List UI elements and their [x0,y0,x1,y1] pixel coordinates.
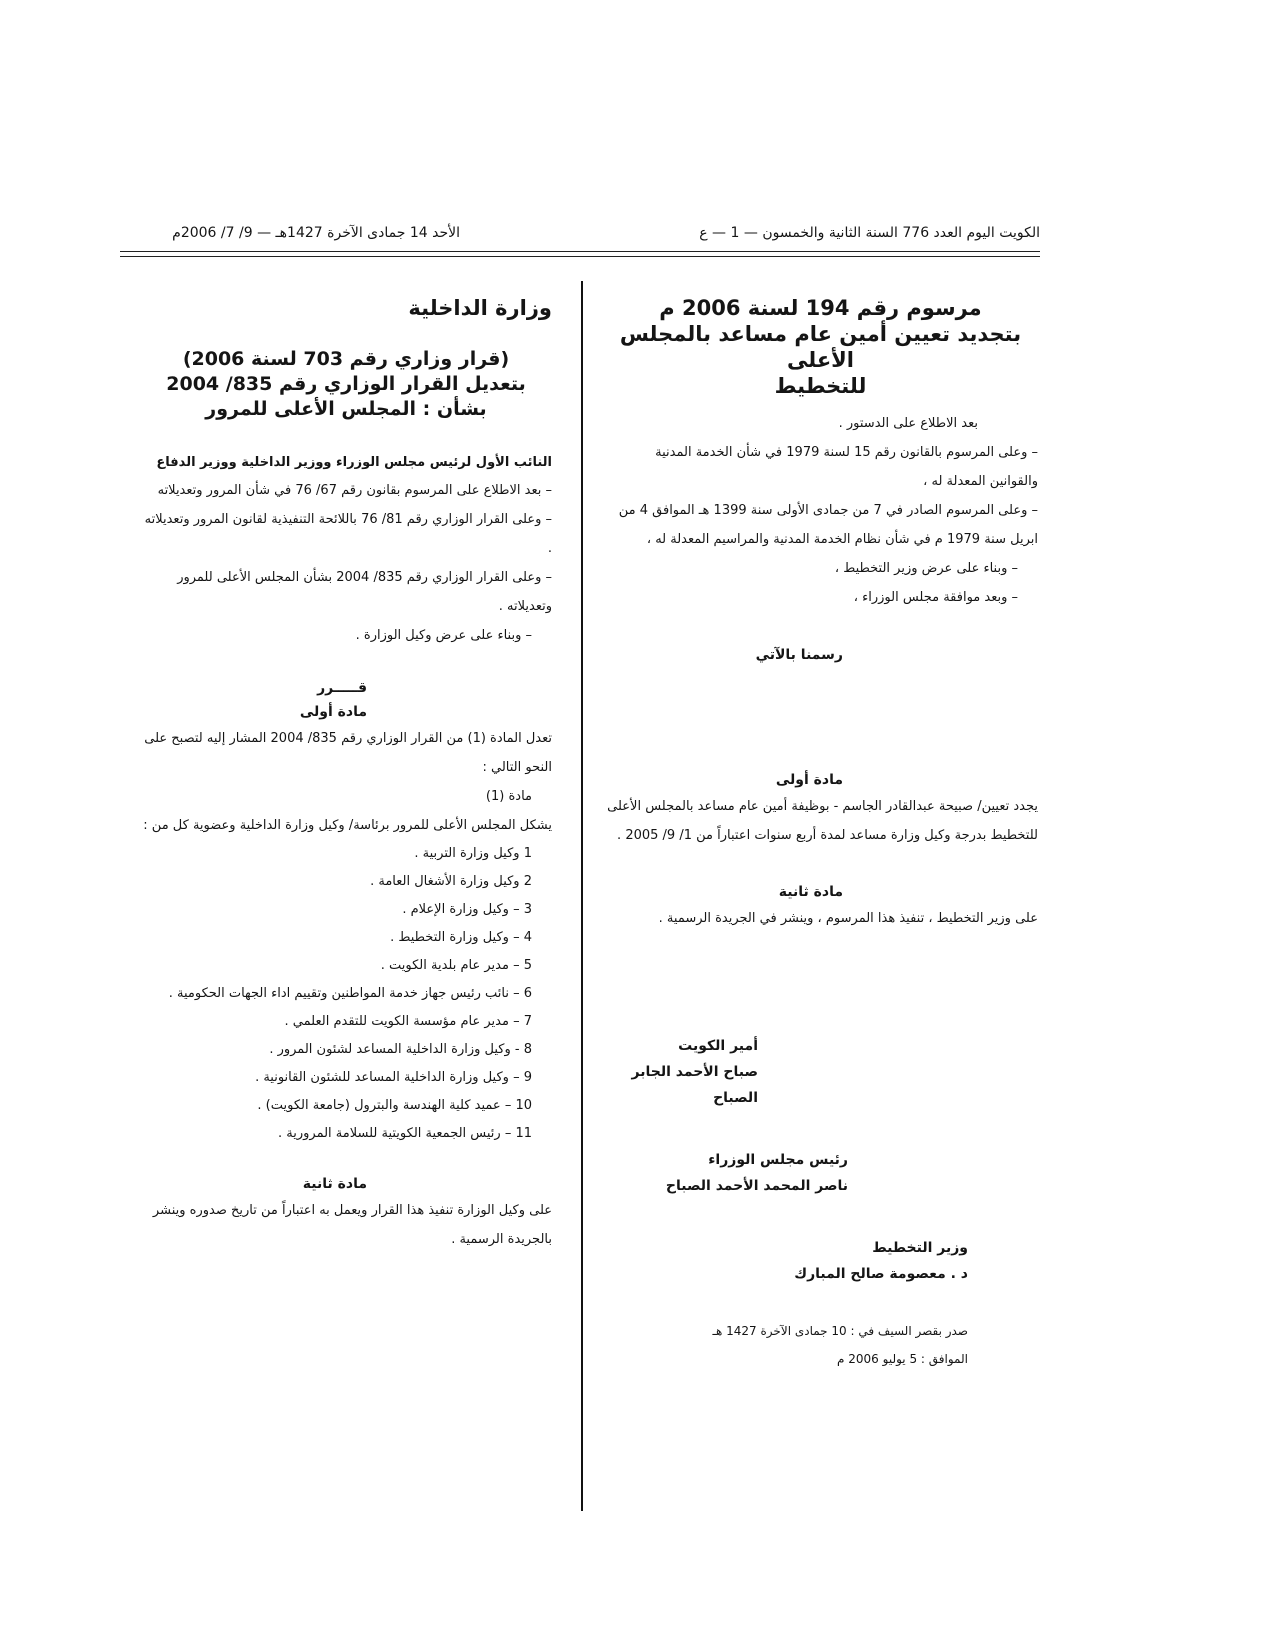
decree-column [603,295,1038,1373]
signature-minister [603,1235,1038,1287]
signature-title: أمير الكويت [678,1038,758,1054]
signature-name: صباح الأحمد الجابر الصباح [631,1064,758,1106]
decision-title-block [140,347,552,422]
decree-title: مرسوم رقم 194 لسنة 2006 م [659,296,982,320]
list-item: 7 – مدير عام مؤسسة الكويت للتقدم العلمي . [284,1014,532,1029]
decree-title-block [603,295,1038,399]
signature-name: د . معصومة صالح المبارك [794,1266,968,1282]
list-item: 5 – مدير عام بلدية الكويت . [380,958,532,973]
council-members-list [140,840,552,1148]
article1-heading: مادة أولى [775,772,843,788]
article1-intro: تعدل المادة (1) من القرار الوزاري رقم 835/ 2004 المشار إليه لتصبح على النحو التالي : [144,731,552,775]
column-divider [581,281,583,1511]
preamble-line: – وبناء على عرض وزير التخطيط ، [834,561,1018,576]
issued-place-date: صدر بقصر السيف في : 10 جمادى الآخرة 1427 هـ [712,1324,968,1338]
list-item: 6 – نائب رئيس جهاز خدمة المواطنين وتقييم اداء الجهات الحكومية . [168,986,532,1001]
ministry-name: وزارة الداخلية [408,296,552,320]
decision-subject: بتعديل القرار الوزاري رقم 835/ 2004 [166,373,526,395]
decided-line: قـــــرر [317,680,367,696]
article2-heading: مادة ثانية [778,884,843,900]
preamble-line: بعد الاطلاع على الدستور . [838,416,978,431]
article2-text: على وزير التخطيط ، تنفيذ هذا المرسوم ، وينشر في الجريدة الرسمية . [658,911,1038,926]
decree-subject-cont: للتخطيط [774,374,867,398]
header-date: الأحد 14 جمادى الآخرة 1427هـ — 9/ 7/ 2006م [172,225,460,241]
preamble-line: – وعلى القرار الوزاري رقم 81/ 76 باللائحة التنفيذية لقانون المرور وتعديلاته . [144,512,552,556]
decreed-line: رسمنا بالآتي [755,647,843,663]
preamble-line: – بعد الاطلاع على المرسوم بقانون رقم 67/ 76 في شأن المرور وتعديلاته [157,483,552,498]
article2-text: على وكيل الوزارة تنفيذ هذا القرار ويعمل به اعتباراً من تاريخ صدوره وينشر بالجريدة الرسمية . [152,1203,552,1247]
signature-emir [603,1033,1038,1111]
list-item: 8 - وكيل وزارة الداخلية المساعد لشئون المرور . [269,1042,532,1057]
header-rule-bottom [120,256,1040,257]
preamble-line: – وبناء على عرض وكيل الوزارة . [355,628,532,643]
preamble-line: – وعلى القرار الوزاري رقم 835/ 2004 بشأن المجلس الأعلى للمرور وتعديلاته . [177,570,552,614]
signature-name: ناصر المحمد الأحمد الصباح [665,1178,848,1194]
list-item: 10 – عميد كلية الهندسة والبترول (جامعة الكويت) . [257,1098,532,1113]
list-item: 11 – رئيس الجمعية الكويتية للسلامة المرورية . [278,1126,532,1141]
list-item: 4 – وكيل وزارة التخطيط . [390,930,532,945]
list-item: 3 – وكيل وزارة الإعلام . [402,902,532,917]
ministry-column [140,295,552,1254]
preamble-line: – وبعد موافقة مجلس الوزراء ، [853,590,1018,605]
decision-title: (قرار وزاري رقم 703 لسنة 2006) [182,348,510,370]
issued-block [603,1317,1038,1373]
header-issue-info: الكويت اليوم العدد 776 السنة الثانية والخمسون — 1 — ع [699,225,1040,241]
article2-heading: مادة ثانية [302,1176,367,1192]
list-item: 2 وكيل وزارة الأشغال العامة . [370,874,532,889]
issued-gregorian-date: الموافق : 5 يوليو 2006 م [837,1352,968,1366]
article1-text: يجدد تعيين/ صبيحة عبدالقادر الجاسم - بوظيفة أمين عام مساعد بالمجلس الأعلى للتخطيط بدرجة وكيل وزارة مساعد لمدة أربع سنوات اعتباراً من 1/ 9/ 2005 . [607,799,1038,843]
decision-preamble [140,476,552,650]
header-rule-top [120,251,1040,252]
signature-title: وزير التخطيط [872,1240,968,1256]
decree-subject: بتجديد تعيين أمين عام مساعد بالمجلس الأعلى [619,322,1022,372]
signature-title: رئيس مجلس الوزراء [708,1152,848,1168]
preamble-line: – وعلى المرسوم الصادر في 7 من جمادى الأولى سنة 1399 هـ الموافق 4 من ابريل سنة 1979 م في شأن نظام الخدمة المدنية والمراسيم المعدلة له ، [618,503,1038,547]
signature-pm [603,1147,1038,1199]
decision-subject-cont: بشأن : المجلس الأعلى للمرور [205,398,487,420]
article1-body: يشكل المجلس الأعلى للمرور برئاسة/ وكيل وزارة الداخلية وعضوية كل من : [143,818,552,833]
article1-heading: مادة أولى [299,704,367,720]
list-item: 1 وكيل وزارة التربية . [414,846,532,861]
article1-sub: مادة (1) [485,789,532,804]
list-item: 9 – وكيل وزارة الداخلية المساعد للشئون القانونية . [255,1070,532,1085]
decision-issuer: النائب الأول لرئيس مجلس الوزراء ووزير الداخلية ووزير الدفاع [156,455,552,470]
decree-preamble [603,409,1038,612]
preamble-line: – وعلى المرسوم بالقانون رقم 15 لسنة 1979 في شأن الخدمة المدنية والقوانين المعدلة له ، [655,445,1038,489]
